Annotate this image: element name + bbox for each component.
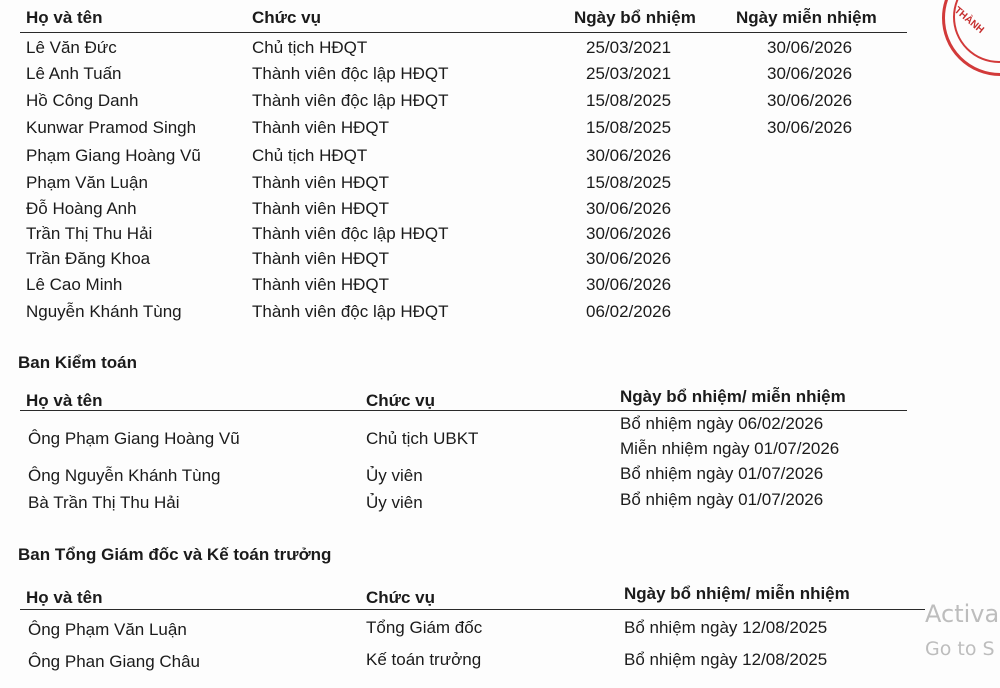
board-row-name: Trần Thị Thu Hải — [26, 224, 153, 243]
board-row-role: Chủ tịch HĐQT — [252, 38, 368, 57]
board-row-appointed: 15/08/2025 — [586, 118, 672, 137]
audit-header-rule — [20, 410, 907, 411]
management-header-name: Họ và tên — [26, 588, 103, 607]
board-row-name: Lê Văn Đức — [26, 38, 117, 57]
board-row-dismissed: 30/06/2026 — [767, 91, 853, 110]
board-row-role: Thành viên độc lập HĐQT — [252, 224, 449, 243]
board-row-name: Trần Đăng Khoa — [26, 249, 151, 268]
board-row-appointed: 25/03/2021 — [586, 64, 672, 83]
stamp-text: THÀNH — [951, 5, 986, 36]
audit-row-note: Bổ nhiệm ngày 06/02/2026 — [620, 414, 824, 433]
management-row-role: Kế toán trưởng — [366, 650, 482, 669]
board-row-dismissed: 30/06/2026 — [767, 38, 853, 57]
management-row-name: Ông Phạm Văn Luận — [28, 620, 187, 639]
audit-row-note: Bổ nhiệm ngày 01/07/2026 — [620, 490, 824, 509]
audit-row-name: Bà Trần Thị Thu Hải — [28, 493, 180, 512]
board-row-appointed: 25/03/2021 — [586, 38, 672, 57]
audit-header-dates: Ngày bổ nhiệm/ miễn nhiệm — [620, 387, 846, 406]
board-row-role: Thành viên độc lập HĐQT — [252, 91, 449, 110]
audit-row-role: Ủy viên — [366, 466, 423, 485]
board-row-name: Phạm Văn Luận — [26, 173, 148, 192]
audit-row-note: Miễn nhiệm ngày 01/07/2026 — [620, 439, 840, 458]
board-row-appointed: 06/02/2026 — [586, 302, 672, 321]
stamp-letter — [975, 0, 987, 1]
board-row-name: Lê Cao Minh — [26, 275, 123, 294]
board-row-role: Thành viên HĐQT — [252, 118, 389, 137]
board-header-appointed: Ngày bổ nhiệm — [574, 8, 696, 27]
board-row-name: Đỗ Hoàng Anh — [26, 199, 137, 218]
board-row-dismissed: 30/06/2026 — [767, 64, 853, 83]
board-row-name: Hồ Công Danh — [26, 91, 139, 110]
board-row-role: Thành viên độc lập HĐQT — [252, 302, 449, 321]
audit-row-name: Ông Phạm Giang Hoàng Vũ — [28, 429, 240, 448]
board-row-name: Nguyễn Khánh Tùng — [26, 302, 182, 321]
audit-header-role: Chức vụ — [366, 391, 435, 410]
board-row-name: Kunwar Pramod Singh — [26, 118, 197, 137]
board-row-appointed: 30/06/2026 — [586, 146, 672, 165]
audit-section-title: Ban Kiểm toán — [18, 353, 138, 372]
activation-watermark-title: Activa — [925, 600, 1000, 628]
board-header-rule — [20, 32, 907, 33]
board-row-role: Thành viên HĐQT — [252, 275, 389, 294]
audit-row-name: Ông Nguyễn Khánh Tùng — [28, 466, 221, 485]
board-row-name: Phạm Giang Hoàng Vũ — [26, 146, 201, 165]
board-header-dismissed: Ngày miễn nhiệm — [736, 8, 877, 27]
management-section-title: Ban Tổng Giám đốc và Kế toán trưởng — [18, 545, 332, 564]
board-row-dismissed: 30/06/2026 — [767, 118, 853, 137]
board-row-appointed: 30/06/2026 — [586, 199, 672, 218]
board-row-name: Lê Anh Tuấn — [26, 64, 122, 83]
board-header-role: Chức vụ — [252, 8, 321, 27]
board-header-name: Họ và tên — [26, 8, 103, 27]
company-seal-stamp — [942, 0, 1000, 76]
board-row-role: Thành viên HĐQT — [252, 199, 389, 218]
board-row-appointed: 15/08/2025 — [586, 91, 672, 110]
audit-row-role: Chủ tịch UBKT — [366, 429, 479, 448]
board-row-role: Thành viên HĐQT — [252, 249, 389, 268]
board-row-appointed: 15/08/2025 — [586, 173, 672, 192]
board-row-role: Chủ tịch HĐQT — [252, 146, 368, 165]
board-row-appointed: 30/06/2026 — [586, 249, 672, 268]
board-row-appointed: 30/06/2026 — [586, 275, 672, 294]
board-row-appointed: 30/06/2026 — [586, 224, 672, 243]
board-row-role: Thành viên độc lập HĐQT — [252, 64, 449, 83]
activation-watermark-subtitle: Go to S — [925, 638, 995, 660]
management-row-note: Bổ nhiệm ngày 12/08/2025 — [624, 650, 828, 669]
management-header-dates: Ngày bổ nhiệm/ miễn nhiệm — [624, 584, 850, 603]
management-header-role: Chức vụ — [366, 588, 435, 607]
management-row-note: Bổ nhiệm ngày 12/08/2025 — [624, 618, 828, 637]
audit-header-name: Họ và tên — [26, 391, 103, 410]
management-row-name: Ông Phan Giang Châu — [28, 652, 201, 671]
audit-row-role: Ủy viên — [366, 493, 423, 512]
management-header-rule — [20, 609, 925, 610]
management-row-role: Tổng Giám đốc — [366, 618, 483, 637]
board-row-role: Thành viên HĐQT — [252, 173, 389, 192]
audit-row-note: Bổ nhiệm ngày 01/07/2026 — [620, 464, 824, 483]
